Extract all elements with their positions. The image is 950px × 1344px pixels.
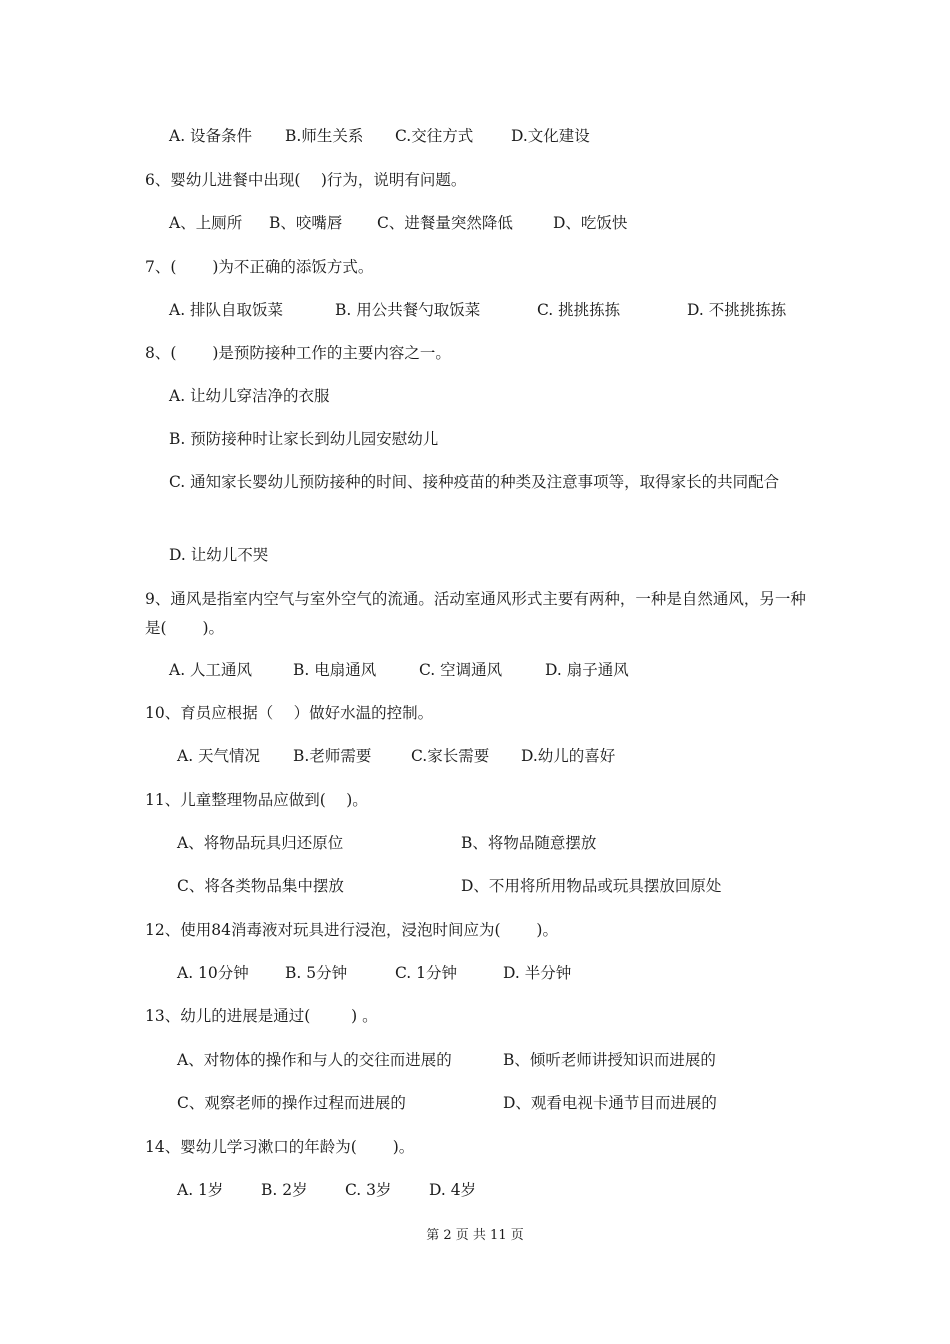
q13-option-a: A、对物体的操作和与人的交往而进展的: [177, 1051, 452, 1069]
q10-option-a: A. 天气情况: [177, 747, 261, 765]
q6-stem: 6、婴幼儿进餐中出现( )行为，说明有问题。: [145, 171, 467, 189]
q6-option-c: C、进餐量突然降低: [377, 214, 513, 232]
q12-option-a: A. 10分钟: [177, 964, 249, 982]
q10-option-b: B.老师需要: [293, 747, 372, 765]
q9-option-c: C. 空调通风: [419, 661, 503, 679]
q13-option-c: C、观察老师的操作过程而进展的: [177, 1094, 406, 1112]
q14-option-b: B. 2岁: [261, 1181, 308, 1199]
q6-option-d: D、吃饭快: [553, 214, 628, 232]
q9-option-b: B. 电扇通风: [293, 661, 377, 679]
q7-stem: 7、( )为不正确的添饭方式。: [145, 258, 374, 276]
q8-option-a: A. 让幼儿穿洁净的衣服: [169, 387, 330, 405]
q12-option-b: B. 5分钟: [285, 964, 348, 982]
q13-stem: 13、幼儿的进展是通过( ) 。: [145, 1007, 378, 1025]
q7-option-c: C. 挑挑拣拣: [537, 301, 621, 319]
q13-option-d: D、观看电视卡通节目而进展的: [503, 1094, 717, 1112]
q10-option-c: C.家长需要: [411, 747, 490, 765]
q5-option-d: D.文化建设: [511, 127, 590, 145]
q5-option-b: B.师生关系: [285, 127, 364, 145]
q14-option-d: D. 4岁: [429, 1181, 477, 1199]
q11-option-d: D、不用将所用物品或玩具摆放回原处: [461, 877, 722, 895]
q8-stem: 8、( )是预防接种工作的主要内容之一。: [145, 344, 451, 362]
q14-option-c: C. 3岁: [345, 1181, 392, 1199]
q9-stem: 9、通风是指室内空气与室外空气的流通。活动室通风形式主要有两种，一种是自然通风，另一种是( )。: [145, 590, 806, 637]
q7-option-d: D. 不挑挑拣拣: [687, 301, 787, 319]
q5-option-c: C.交往方式: [395, 127, 474, 145]
page-number-footer: 第 2 页 共 11 页: [426, 1228, 524, 1243]
q14-stem: 14、婴幼儿学习漱口的年龄为( )。: [145, 1138, 415, 1156]
q13-option-b: B、倾听老师讲授知识而进展的: [503, 1051, 716, 1069]
q6-option-a: A、上厕所: [169, 214, 243, 232]
q7-option-b: B. 用公共餐勺取饭菜: [335, 301, 481, 319]
q9-option-a: A. 人工通风: [169, 661, 253, 679]
q5-option-a: A. 设备条件: [169, 127, 253, 145]
q10-stem: 10、育员应根据（ ）做好水温的控制。: [145, 704, 434, 722]
q11-option-a: A、将物品玩具归还原位: [177, 834, 344, 852]
q11-option-c: C、将各类物品集中摆放: [177, 877, 344, 895]
q9-option-d: D. 扇子通风: [545, 661, 629, 679]
q12-stem: 12、使用84消毒液对玩具进行浸泡，浸泡时间应为( )。: [145, 921, 558, 939]
q12-option-d: D. 半分钟: [503, 964, 572, 982]
q12-option-c: C. 1分钟: [395, 964, 458, 982]
q11-option-b: B、将物品随意摆放: [461, 834, 597, 852]
q10-option-d: D.幼儿的喜好: [521, 747, 616, 765]
q14-option-a: A. 1岁: [177, 1181, 224, 1199]
q6-option-b: B、咬嘴唇: [269, 214, 343, 232]
q7-option-a: A. 排队自取饭菜: [169, 301, 284, 319]
q8-option-b: B. 预防接种时让家长到幼儿园安慰幼儿: [169, 430, 439, 448]
q11-stem: 11、儿童整理物品应做到( )。: [145, 791, 368, 809]
q8-option-d: D. 让幼儿不哭: [169, 546, 269, 564]
q8-option-c: C. 通知家长婴幼儿预防接种的时间、接种疫苗的种类及注意事项等，取得家长的共同配合: [169, 473, 780, 491]
